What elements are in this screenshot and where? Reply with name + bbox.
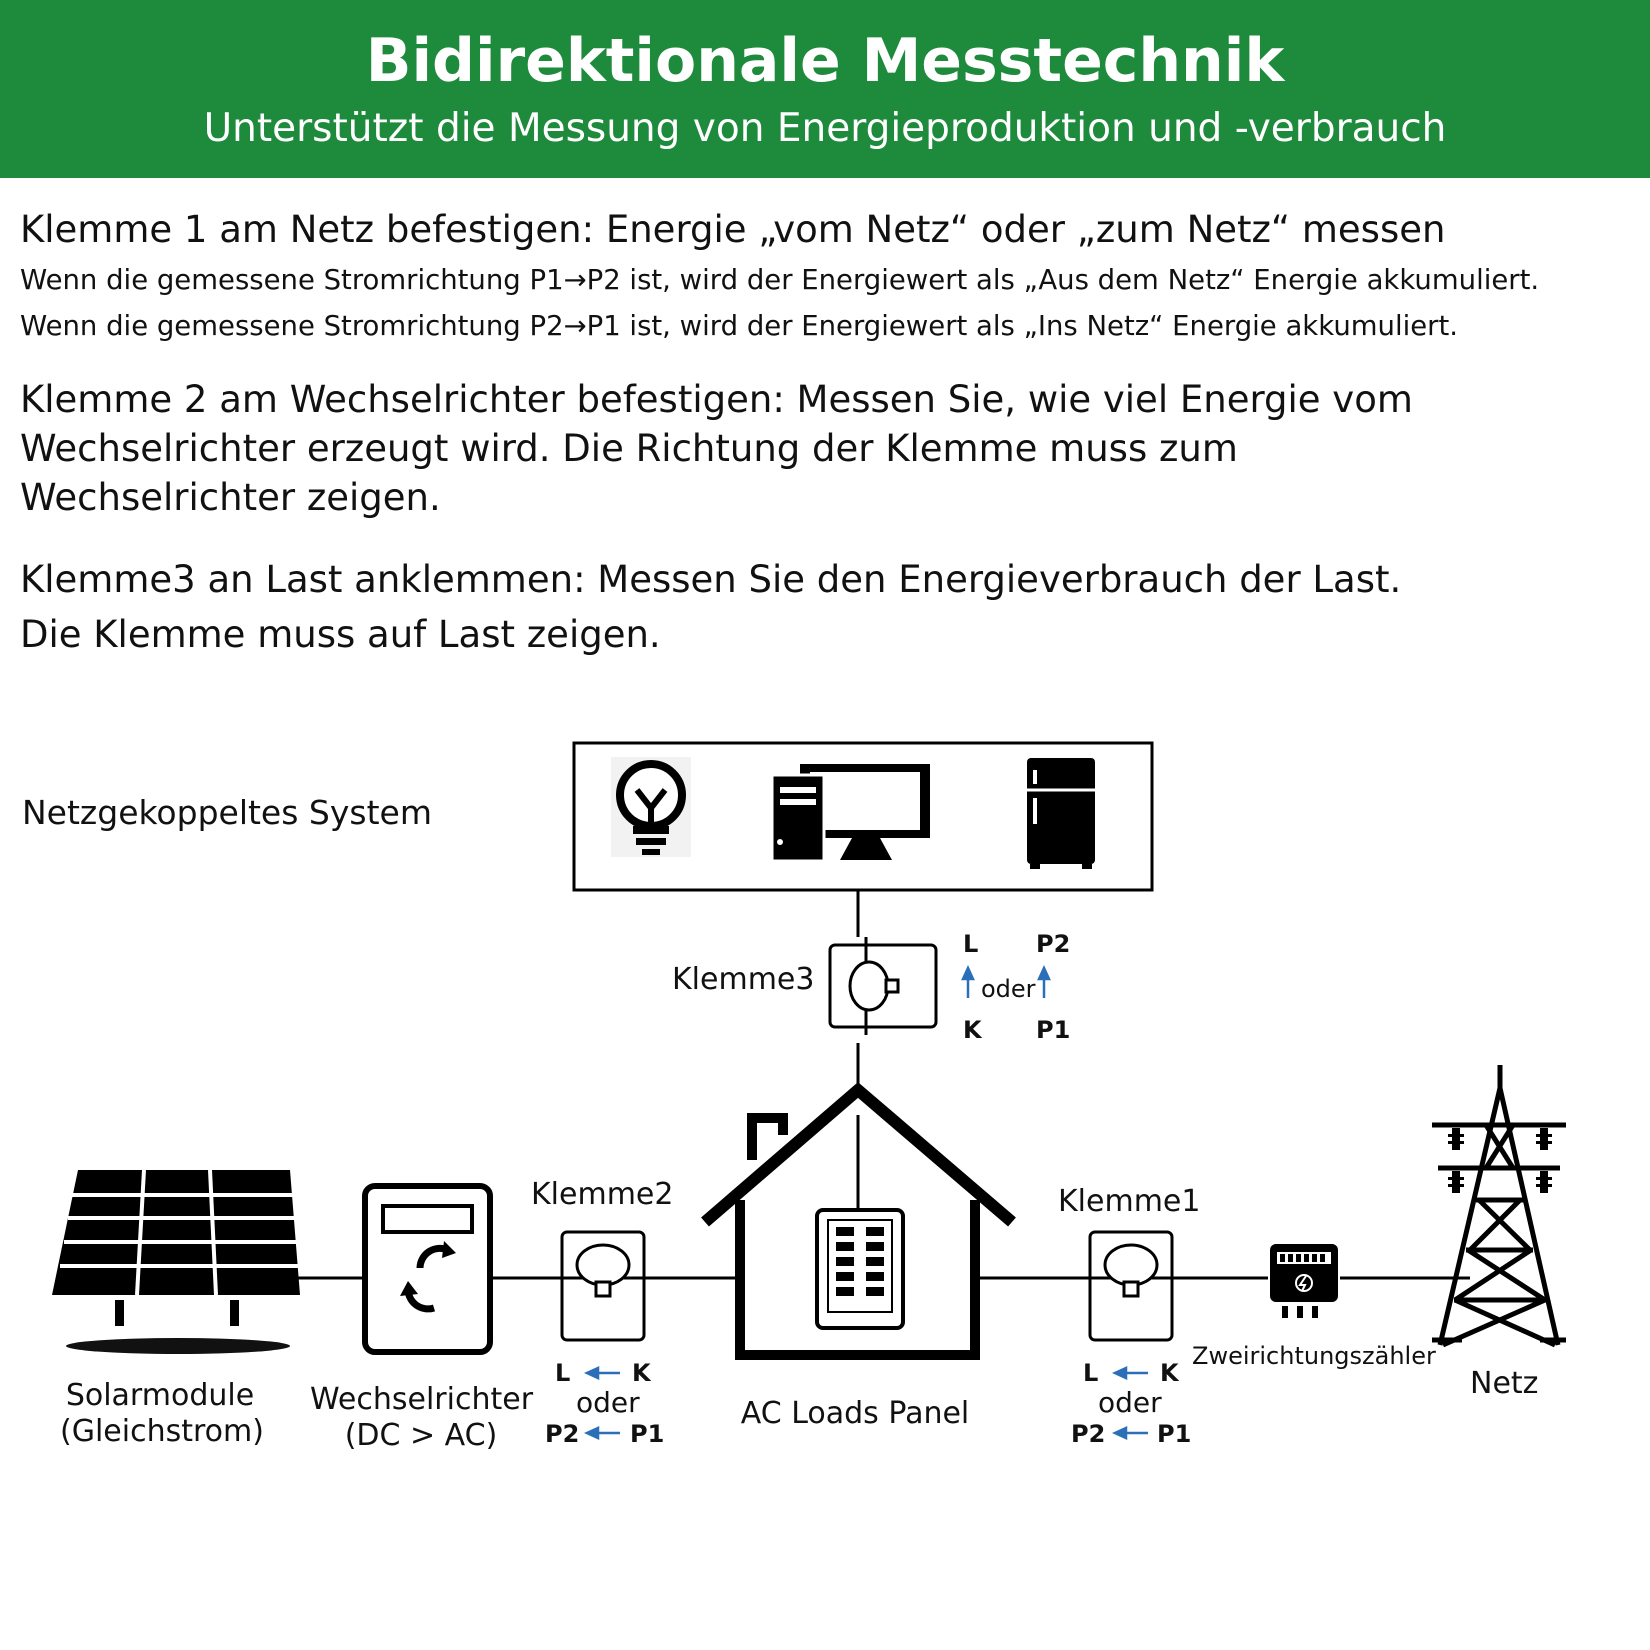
section1-line1: Wenn die gemessene Stromrichtung P1→P2 ist, wird der Energiewert als „Aus dem Netz“ Energie akkumuliert.: [20, 264, 1540, 296]
clamp1-oder: oder: [1098, 1386, 1162, 1419]
bidirectional-meter-icon: [1270, 1244, 1338, 1318]
section1-heading: Klemme 1 am Netz befestigen: Energie „vom Netz“ oder „zum Netz“ messen: [20, 208, 1446, 251]
clamp1-k: K: [1160, 1359, 1179, 1387]
clamp1-p1: P1: [1157, 1420, 1192, 1448]
refrigerator-icon: [1027, 758, 1095, 869]
clamp1-l: L: [1083, 1359, 1099, 1387]
clamp2-p2: P2: [545, 1420, 580, 1448]
section3-line2: Die Klemme muss auf Last zeigen.: [20, 613, 661, 656]
clamp3-oder: oder: [981, 975, 1036, 1003]
page-title: Bidirektionale Messtechnik: [365, 26, 1285, 96]
clamp3-l: L: [963, 930, 979, 958]
section2-line1: Klemme 2 am Wechselrichter befestigen: Messen Sie, wie viel Energie vom: [20, 378, 1413, 421]
clamp3-p2: P2: [1036, 930, 1071, 958]
solar-label-line2: (Gleichstrom): [60, 1414, 264, 1449]
clamp1-icon: [1085, 1232, 1175, 1340]
insulators: [1448, 1128, 1552, 1193]
section2-line2: Wechselrichter erzeugt wird. Die Richtung der Klemme muss zum: [20, 427, 1238, 470]
inverter-label-line1: Wechselrichter: [310, 1382, 534, 1417]
loads-box: [574, 743, 1152, 890]
inverter-icon: [365, 1186, 490, 1352]
clamp2-l: L: [555, 1359, 571, 1387]
section1-line2: Wenn die gemessene Stromrichtung P2→P1 ist, wird der Energiewert als „Ins Netz“ Energie akkumuliert.: [20, 310, 1458, 342]
clamp3-icon: [830, 937, 936, 1035]
light-bulb-icon: [611, 757, 691, 857]
solar-label-line1: Solarmodule: [65, 1378, 255, 1413]
system-label: Netzgekoppeltes System: [22, 793, 432, 832]
section2-line3: Wechselrichter zeigen.: [20, 476, 441, 519]
clamp1-label: Klemme1: [1058, 1184, 1201, 1219]
section3-line1: Klemme3 an Last anklemmen: Messen Sie den Energieverbrauch der Last.: [20, 558, 1402, 601]
clamp2-label: Klemme2: [531, 1177, 674, 1212]
clamp3-p1: P1: [1036, 1016, 1071, 1044]
clamp3-k: K: [963, 1016, 982, 1044]
solar-panel-icon: [52, 1170, 300, 1354]
panel-label: AC Loads Panel: [740, 1396, 970, 1431]
inverter-label-line2: (DC > AC): [344, 1418, 498, 1453]
page-subtitle: Unterstützt die Messung von Energieproduktion und -verbrauch: [203, 106, 1447, 151]
meter-label: Zweirichtungszähler: [1192, 1342, 1436, 1370]
clamp2-icon: [558, 1232, 648, 1340]
clamp3-label: Klemme3: [672, 962, 815, 997]
transmission-tower-icon: [1432, 1065, 1566, 1345]
clamp1-p2: P2: [1071, 1420, 1106, 1448]
clamp2-p1: P1: [630, 1420, 665, 1448]
clamp2-oder: oder: [576, 1386, 640, 1419]
grid-label: Netz: [1470, 1366, 1539, 1401]
clamp2-k: K: [632, 1359, 651, 1387]
